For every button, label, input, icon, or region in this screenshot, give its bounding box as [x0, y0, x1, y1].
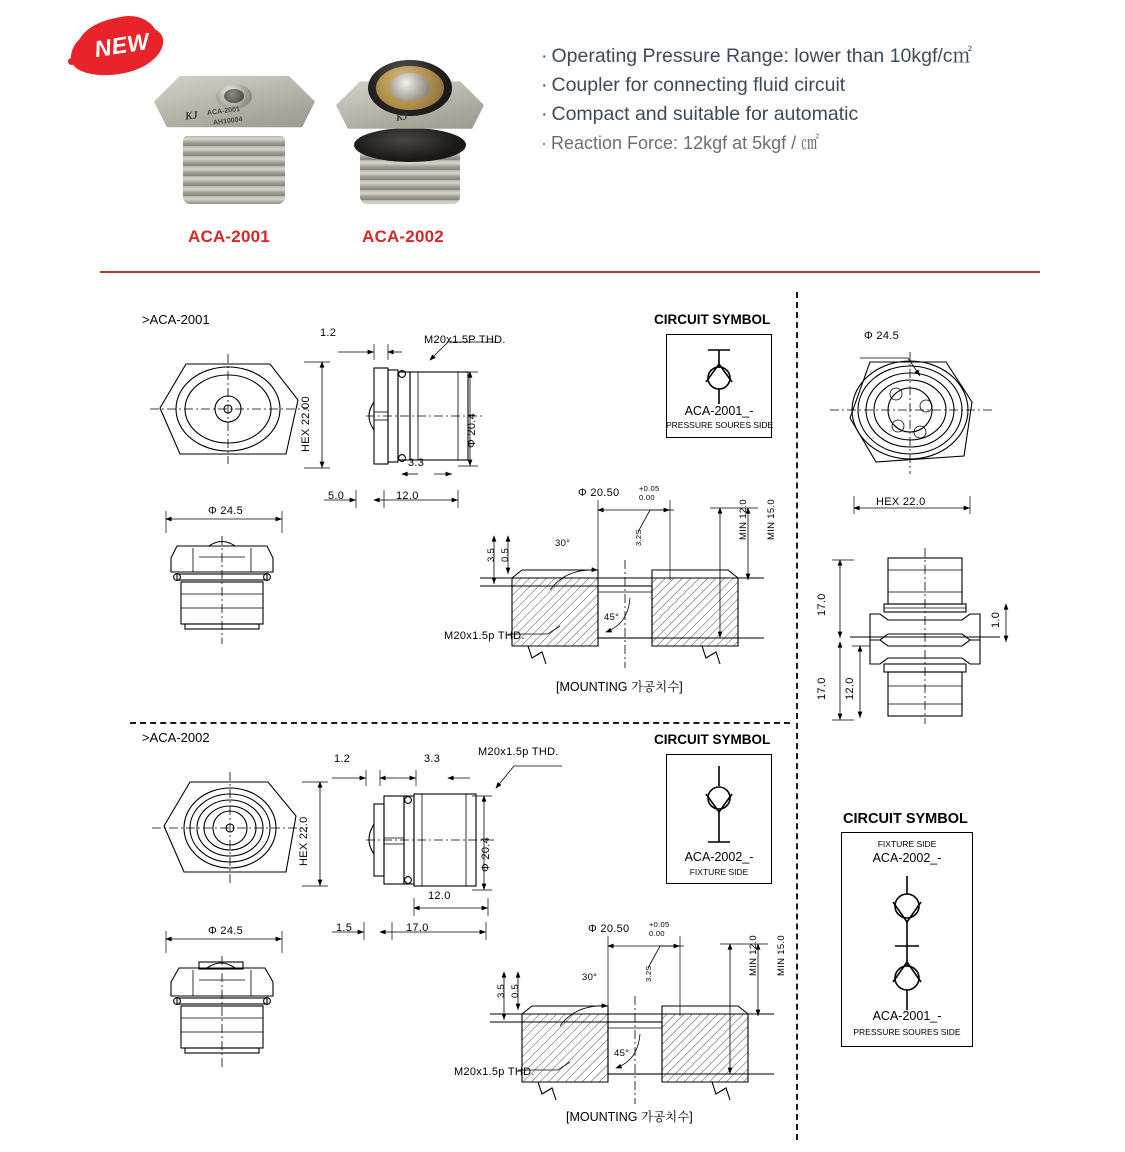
spec-bullet: ·: [541, 74, 548, 96]
dim-label-aca2001-5-0: 5.0: [328, 490, 345, 502]
leader-right-dia-24-5: [856, 346, 936, 380]
photo-brand-logo: KJ: [184, 109, 199, 123]
section-title-aca2002: >ACA-2002: [142, 730, 210, 745]
circuit-symbol-bottom-side: PRESSURE SOURES SIDE: [853, 1027, 961, 1037]
dim-label-aca2002-dia-20-4: Φ 20.4: [480, 836, 492, 872]
header-divider-rule: [100, 271, 1040, 273]
dim-label-aca2001-dia-20-4: Φ 20.4: [466, 412, 478, 448]
note-aca2001-mounting-thread: M20x1.5p THD.: [444, 630, 525, 642]
dim-label-aca2002-min-12: MIN 12.0: [748, 935, 759, 976]
dim-label-aca2002-ang-30: 30°: [582, 972, 598, 983]
dim-label-aca2001-hex: HEX 22.00: [300, 396, 312, 452]
circuit-symbol-name-aca2002: ACA-2002_-: [684, 850, 754, 864]
dim-label-aca2001-finish: 3.2S: [634, 529, 643, 546]
product-photo-aca2001: [152, 60, 317, 205]
dim-label-aca2002-17-0: 17.0: [406, 922, 429, 934]
note-aca2001-thread: M20x1.5P THD.: [424, 334, 506, 346]
new-badge-label: NEW: [92, 27, 152, 63]
photo-engraving-serial: AH10004: [212, 116, 243, 127]
dim-label-aca2002-ang-45: 45°: [614, 1048, 630, 1059]
dim-label-aca2002-1-5: 1.5: [336, 922, 353, 934]
dim-label-aca2002-bore: Φ 20.50: [588, 923, 630, 935]
circuit-symbol-top-side: FIXTURE SIDE: [877, 839, 937, 849]
photo-center-port: [390, 73, 430, 101]
product-label-aca2001: ACA-2001: [188, 227, 270, 246]
dim-label-aca2001-0-5: 0.5: [500, 547, 511, 562]
spec-item: [541, 100, 1011, 129]
dim-label-aca2002-0-5: 0.5: [510, 983, 521, 998]
dim-label-aca2002-finish: 3.2S: [644, 965, 653, 982]
dim-label-right-12-0: 12.0: [844, 677, 856, 700]
dim-label-aca2002-tol-lower: 0.00: [649, 929, 665, 938]
section-title-aca2001: >ACA-2001: [142, 312, 210, 327]
dim-label-right-17-bot: 17.0: [816, 677, 828, 700]
dim-label-aca2002-tol-upper: +0.05: [649, 920, 670, 929]
dim-aca2002-min-depths: [716, 934, 776, 1082]
circuit-symbol-title-combined: CIRCUIT SYMBOL: [843, 811, 968, 827]
spec-bullet: ·: [541, 45, 548, 67]
vertical-section-divider: [796, 292, 798, 1140]
spec-item: [541, 129, 1011, 158]
spec-text: Compact and suitable for automatic: [551, 103, 859, 125]
dim-label-aca2001-ang-45: 45°: [604, 612, 620, 623]
dim-label-aca2001-profile-dia: Φ 24.5: [208, 505, 244, 517]
photo-engraving-model: ACA-2001: [206, 106, 241, 117]
drawing-right-assembly: [866, 552, 996, 722]
spec-bullet: ·: [541, 103, 548, 125]
dim-label-aca2001-min-12: MIN 12.0: [738, 499, 749, 540]
dim-label-aca2001-1-2: 1.2: [320, 327, 337, 339]
dim-label-aca2002-min-15: MIN 15.0: [776, 935, 787, 976]
product-photo-aca2002: [334, 56, 486, 206]
dim-label-aca2002-1-2: 1.2: [334, 753, 351, 765]
dim-label-aca2002-3-3: 3.3: [424, 753, 441, 765]
circuit-symbol-name-aca2001: ACA-2001_-: [684, 404, 754, 418]
spec-text: Coupler for connecting fluid circuit: [551, 74, 846, 96]
note-aca2002-thread: M20x1.5p THD.: [478, 746, 559, 758]
dim-label-aca2002-12-0: 12.0: [428, 890, 451, 902]
dim-label-aca2001-bore: Φ 20.50: [578, 487, 620, 499]
circuit-symbol-glyph-aca2002: [666, 754, 772, 884]
dim-aca2001-min-depths: [706, 498, 766, 646]
circuit-symbol-title-aca2001: CIRCUIT SYMBOL: [654, 312, 771, 327]
dim-label-aca2001-ang-30: 30°: [555, 538, 571, 549]
spec-text: Operating Pressure Range: lower than 10kgf/c㎡: [551, 45, 973, 67]
dim-label-aca2002-hex: HEX 22.0: [298, 816, 310, 866]
dim-label-aca2002-profile-dia: Φ 24.5: [208, 925, 244, 937]
dim-label-aca2001-tol-lower: 0.00: [639, 493, 655, 502]
circuit-symbol-bottom-name: ACA-2001_-: [872, 1009, 942, 1023]
circuit-symbol-top-name: ACA-2002_-: [872, 851, 942, 865]
dim-aca2002-12-0: [396, 894, 526, 918]
drawing-aca2001-profile-view: [163, 530, 343, 650]
spec-text: Reaction Force: 12kgf at 5kgf / ㎠: [551, 133, 820, 153]
dim-aca2001-5-0-12-0: [322, 486, 522, 512]
circuit-symbol-side-aca2001: PRESSURE SOURES SIDE: [666, 420, 774, 430]
dim-label-right-dia-24-5: Φ 24.5: [864, 330, 900, 342]
circuit-symbol-title-aca2002: CIRCUIT SYMBOL: [654, 732, 771, 747]
photo-threads: [183, 136, 285, 204]
caption-aca2001-mounting: [MOUNTING 가공치수]: [556, 680, 683, 694]
dim-label-right-17-top: 17.0: [816, 593, 828, 616]
dim-label-right-hex: HEX 22.0: [876, 496, 926, 508]
caption-aca2002-mounting: [MOUNTING 가공치수]: [566, 1110, 693, 1124]
dim-label-aca2001-3-3: 3.3: [408, 457, 425, 469]
spec-bullet: ·: [541, 133, 547, 153]
new-badge-dot: [68, 58, 75, 65]
dim-aca2002-1-5-17-0: [330, 918, 540, 944]
dim-aca2001-3-3: [380, 462, 520, 486]
dim-label-right-1-0: 1.0: [990, 611, 1002, 628]
product-label-aca2002: ACA-2002: [362, 227, 444, 246]
circuit-symbol-side-aca2002: FIXTURE SIDE: [689, 867, 749, 877]
drawing-aca2002-profile-view: [163, 950, 343, 1070]
dim-label-aca2001-12-0: 12.0: [396, 490, 419, 502]
note-aca2002-mounting-thread: M20x1.5p THD.: [454, 1066, 535, 1078]
spec-item: [541, 42, 1011, 71]
dim-label-aca2002-3-5: 3.5: [496, 983, 507, 998]
spec-item: [541, 71, 1011, 100]
dim-label-aca2001-3-5: 3.5: [486, 547, 497, 562]
photo-brand-logo: KJ: [395, 111, 409, 124]
specification-list: [541, 42, 1011, 158]
horizontal-section-divider: [130, 722, 790, 724]
photo-o-ring-lower: [354, 128, 466, 162]
dim-label-aca2001-tol-upper: +0.05: [639, 484, 660, 493]
photo-center-port-inner: [224, 89, 244, 103]
dim-label-aca2001-min-15: MIN 15.0: [766, 499, 777, 540]
